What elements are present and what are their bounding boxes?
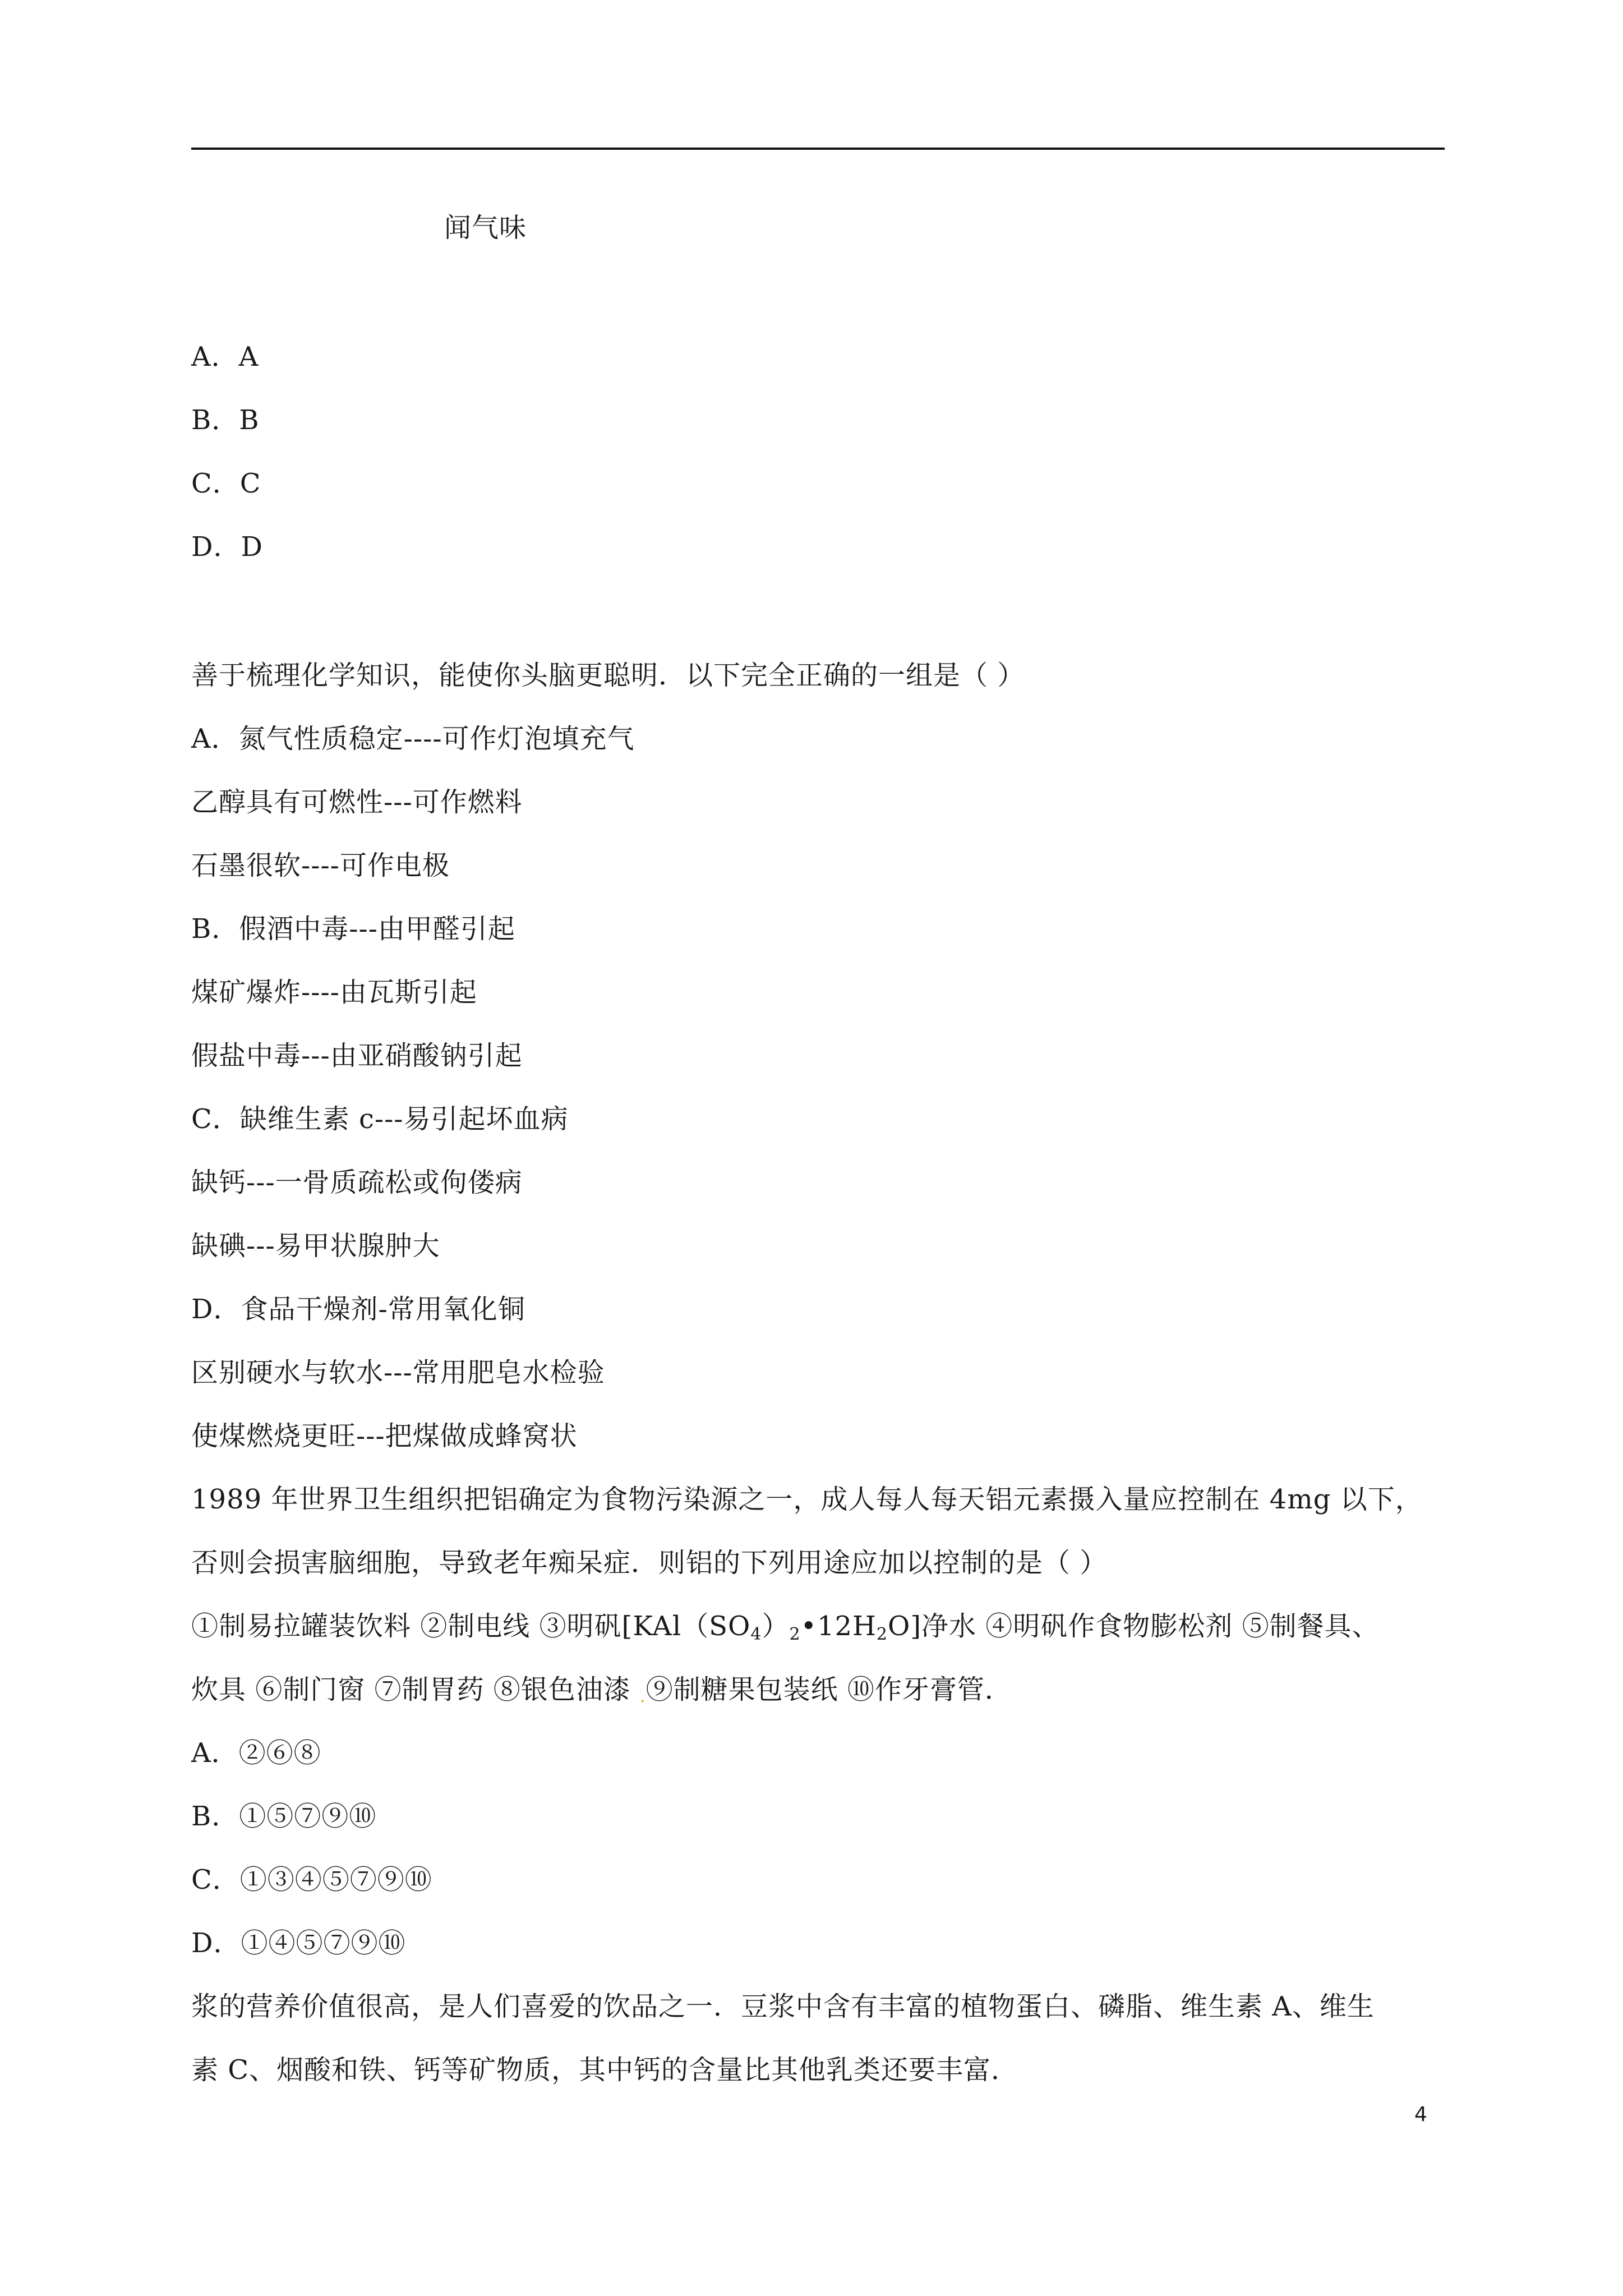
prev-option-c: C．C bbox=[191, 468, 261, 499]
q2-option-d: D．①④⑤⑦⑨⑩ bbox=[191, 1927, 406, 1959]
q2-option-a: A．②⑥⑧ bbox=[191, 1737, 321, 1769]
q2-stem-line2: 否则会损害脑细胞，导致老年痴呆症．则铝的下列用途应加以控制的是（ ） bbox=[191, 1547, 1108, 1579]
q1-stem: 善于梳理化学知识，能使你头脑更聪明．以下完全正确的一组是（ ） bbox=[191, 660, 1025, 691]
q3-line2: 素 C、烟酸和铁、钙等矿物质，其中钙的含量比其他乳类还要丰富． bbox=[191, 2054, 1018, 2086]
q2-option-c: C．①③④⑤⑦⑨⑩ bbox=[191, 1864, 432, 1895]
q1-line: 区别硬水与软水---常用肥皂水检验 bbox=[191, 1357, 605, 1388]
q1-line: 假盐中毒---由亚硝酸钠引起 bbox=[191, 1040, 523, 1071]
prev-option-a: A．A bbox=[191, 341, 259, 372]
q1-line: 缺钙---一骨质疏松或佝偻病 bbox=[191, 1167, 523, 1198]
q1-line: C．缺维生素 c---易引起坏血病 bbox=[191, 1103, 569, 1135]
q1-line: 乙醇具有可燃性---可作燃料 bbox=[191, 786, 523, 818]
q2-items-line1: ①制易拉罐装饮料 ②制电线 ③明矾$[KAl(SO_4)_2•12H_2O]$净水 ④明矾作食物膨松剂 ⑤制餐具、 bbox=[191, 1611, 1380, 1644]
intro-line: 闻气味 bbox=[444, 212, 527, 243]
q1-line: B．假酒中毒---由甲醛引起 bbox=[191, 913, 515, 945]
q1-line: A．氮气性质稳定----可作灯泡填充气 bbox=[191, 723, 635, 754]
q3-line1: 浆的营养价值很高，是人们喜爱的饮品之一．豆浆中含有丰富的植物蛋白、磷脂、维生素 A、维生 bbox=[191, 1991, 1375, 2022]
q1-line: D．食品干燥剂-常用氧化铜 bbox=[191, 1294, 525, 1325]
page-number: 4 bbox=[1414, 2103, 1427, 2126]
prev-option-b: B．B bbox=[191, 404, 260, 436]
stray-mark: . bbox=[640, 1687, 646, 1706]
q1-line: 使煤燃烧更旺---把煤做成蜂窝状 bbox=[191, 1420, 578, 1452]
header-rule bbox=[191, 148, 1445, 150]
q2-option-b: B．①⑤⑦⑨⑩ bbox=[191, 1801, 377, 1832]
q1-line: 缺碘---易甲状腺肿大 bbox=[191, 1230, 440, 1262]
q2-items-line2: 炊具 ⑥制门窗 ⑦制胃药 ⑧银色油漆 .⑨制糖果包装纸 ⑩作牙膏管． bbox=[191, 1674, 1012, 1706]
prev-option-d: D．D bbox=[191, 531, 263, 563]
q1-line: 石墨很软----可作电极 bbox=[191, 850, 450, 881]
q2-stem-line1: 1989 年世界卫生组织把铝确定为食物污染源之一，成人每人每天铝元素摄入量应控制在 4mg 以下， bbox=[191, 1484, 1423, 1515]
q1-line: 煤矿爆炸----由瓦斯引起 bbox=[191, 977, 477, 1008]
